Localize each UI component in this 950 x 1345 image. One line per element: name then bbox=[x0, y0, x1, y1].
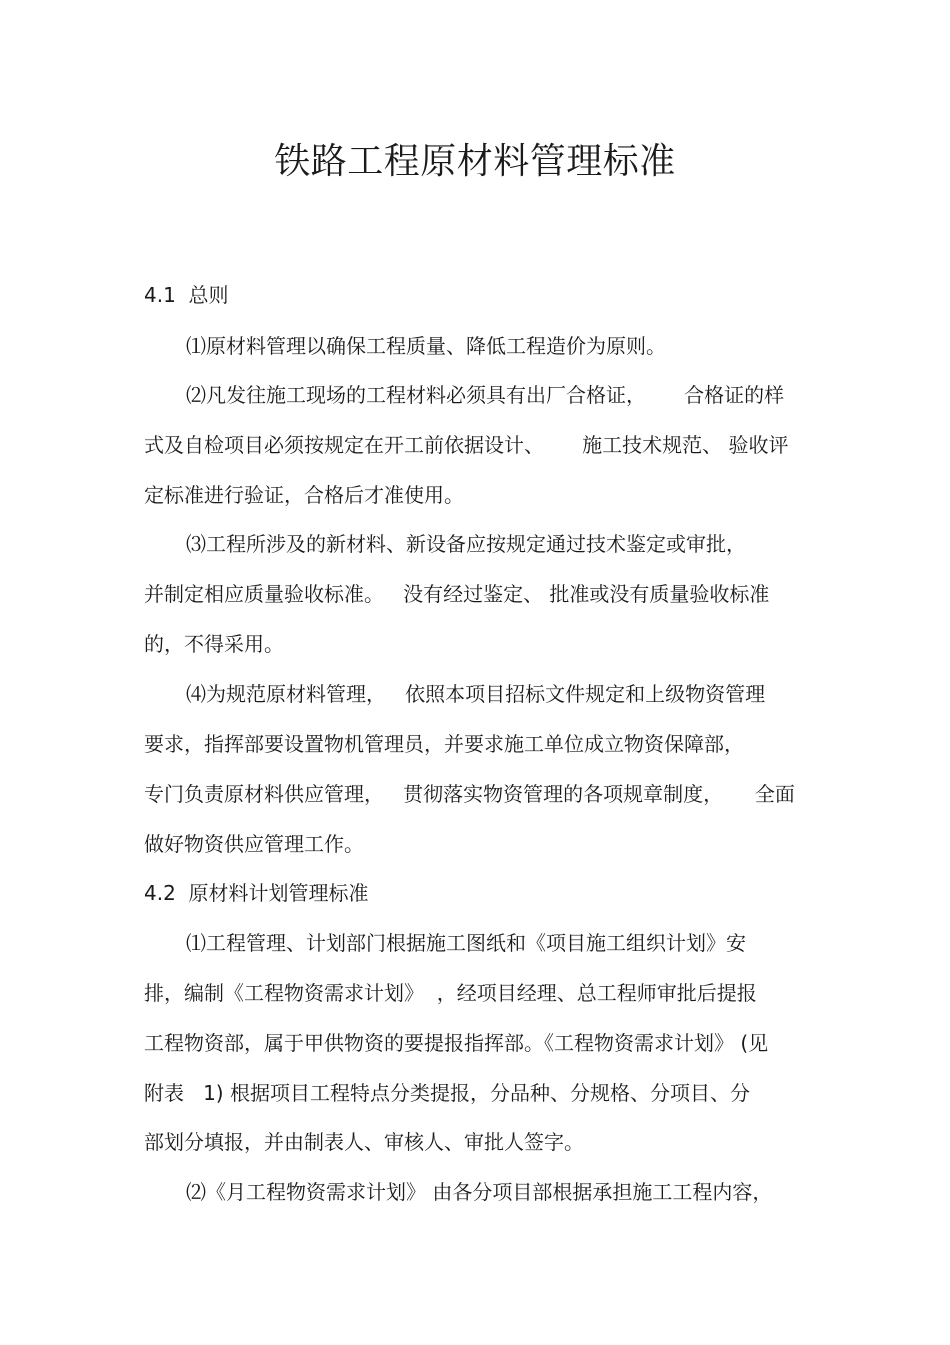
paragraph-line: 的，不得采用。 bbox=[144, 632, 284, 656]
paragraph-line: 做好物资供应管理工作。 bbox=[144, 832, 364, 856]
paragraph-line: ⑷为规范原材料管理， 依照本项目招标文件规定和上级物资管理 bbox=[186, 682, 766, 706]
paragraph-line: ⑶工程所涉及的新材料、新设备应按规定通过技术鉴定或审批， bbox=[186, 532, 746, 556]
paragraph-line: ⑴工程管理、计划部门根据施工图纸和《项目施工组织计划》安 bbox=[186, 931, 746, 955]
paragraph-line: ⑵凡发往施工现场的工程材料必须具有出厂合格证， 合格证的样 bbox=[186, 383, 785, 407]
paragraph-line: 专门负责原材料供应管理， 贯彻落实物资管理的各项规章制度， 全面 bbox=[144, 782, 795, 806]
paragraph-line: 排，编制《工程物资需求计划》 ，经项目经理、总工程师审批后提报 bbox=[144, 981, 757, 1005]
paragraph-line: 并制定相应质量验收标准。 没有经过鉴定、 批准或没有质量验收标准 bbox=[144, 582, 770, 606]
section-heading-4-2: 4.2 原材料计划管理标准 bbox=[144, 881, 369, 905]
paragraph-line: 要求，指挥部要设置物机管理员，并要求施工单位成立物资保障部， bbox=[144, 732, 744, 756]
paragraph-line: ⑴原材料管理以确保工程质量、降低工程造价为原则。 bbox=[186, 334, 666, 358]
paragraph-line: 部划分填报，并由制表人、审核人、审批人签字。 bbox=[144, 1130, 584, 1154]
document-title: 铁路工程原材料管理标准 bbox=[274, 141, 676, 182]
paragraph-line: 附表 1) 根据项目工程特点分类提报，分品种、分规格、分项目、分 bbox=[144, 1081, 750, 1105]
paragraph-line: 式及自检项目必须按规定在开工前依据设计、 施工技术规范、 验收评 bbox=[144, 433, 789, 457]
paragraph-line: ⑵《月工程物资需求计划》 由各分项目部根据承担施工工程内容， bbox=[186, 1180, 773, 1204]
paragraph-line: 定标准进行验证，合格后才准使用。 bbox=[144, 483, 464, 507]
paragraph-line: 工程物资部，属于甲供物资的要提报指挥部。《工程物资需求计划》 (见 bbox=[144, 1031, 769, 1055]
section-heading-4-1: 4.1 总则 bbox=[144, 283, 229, 307]
